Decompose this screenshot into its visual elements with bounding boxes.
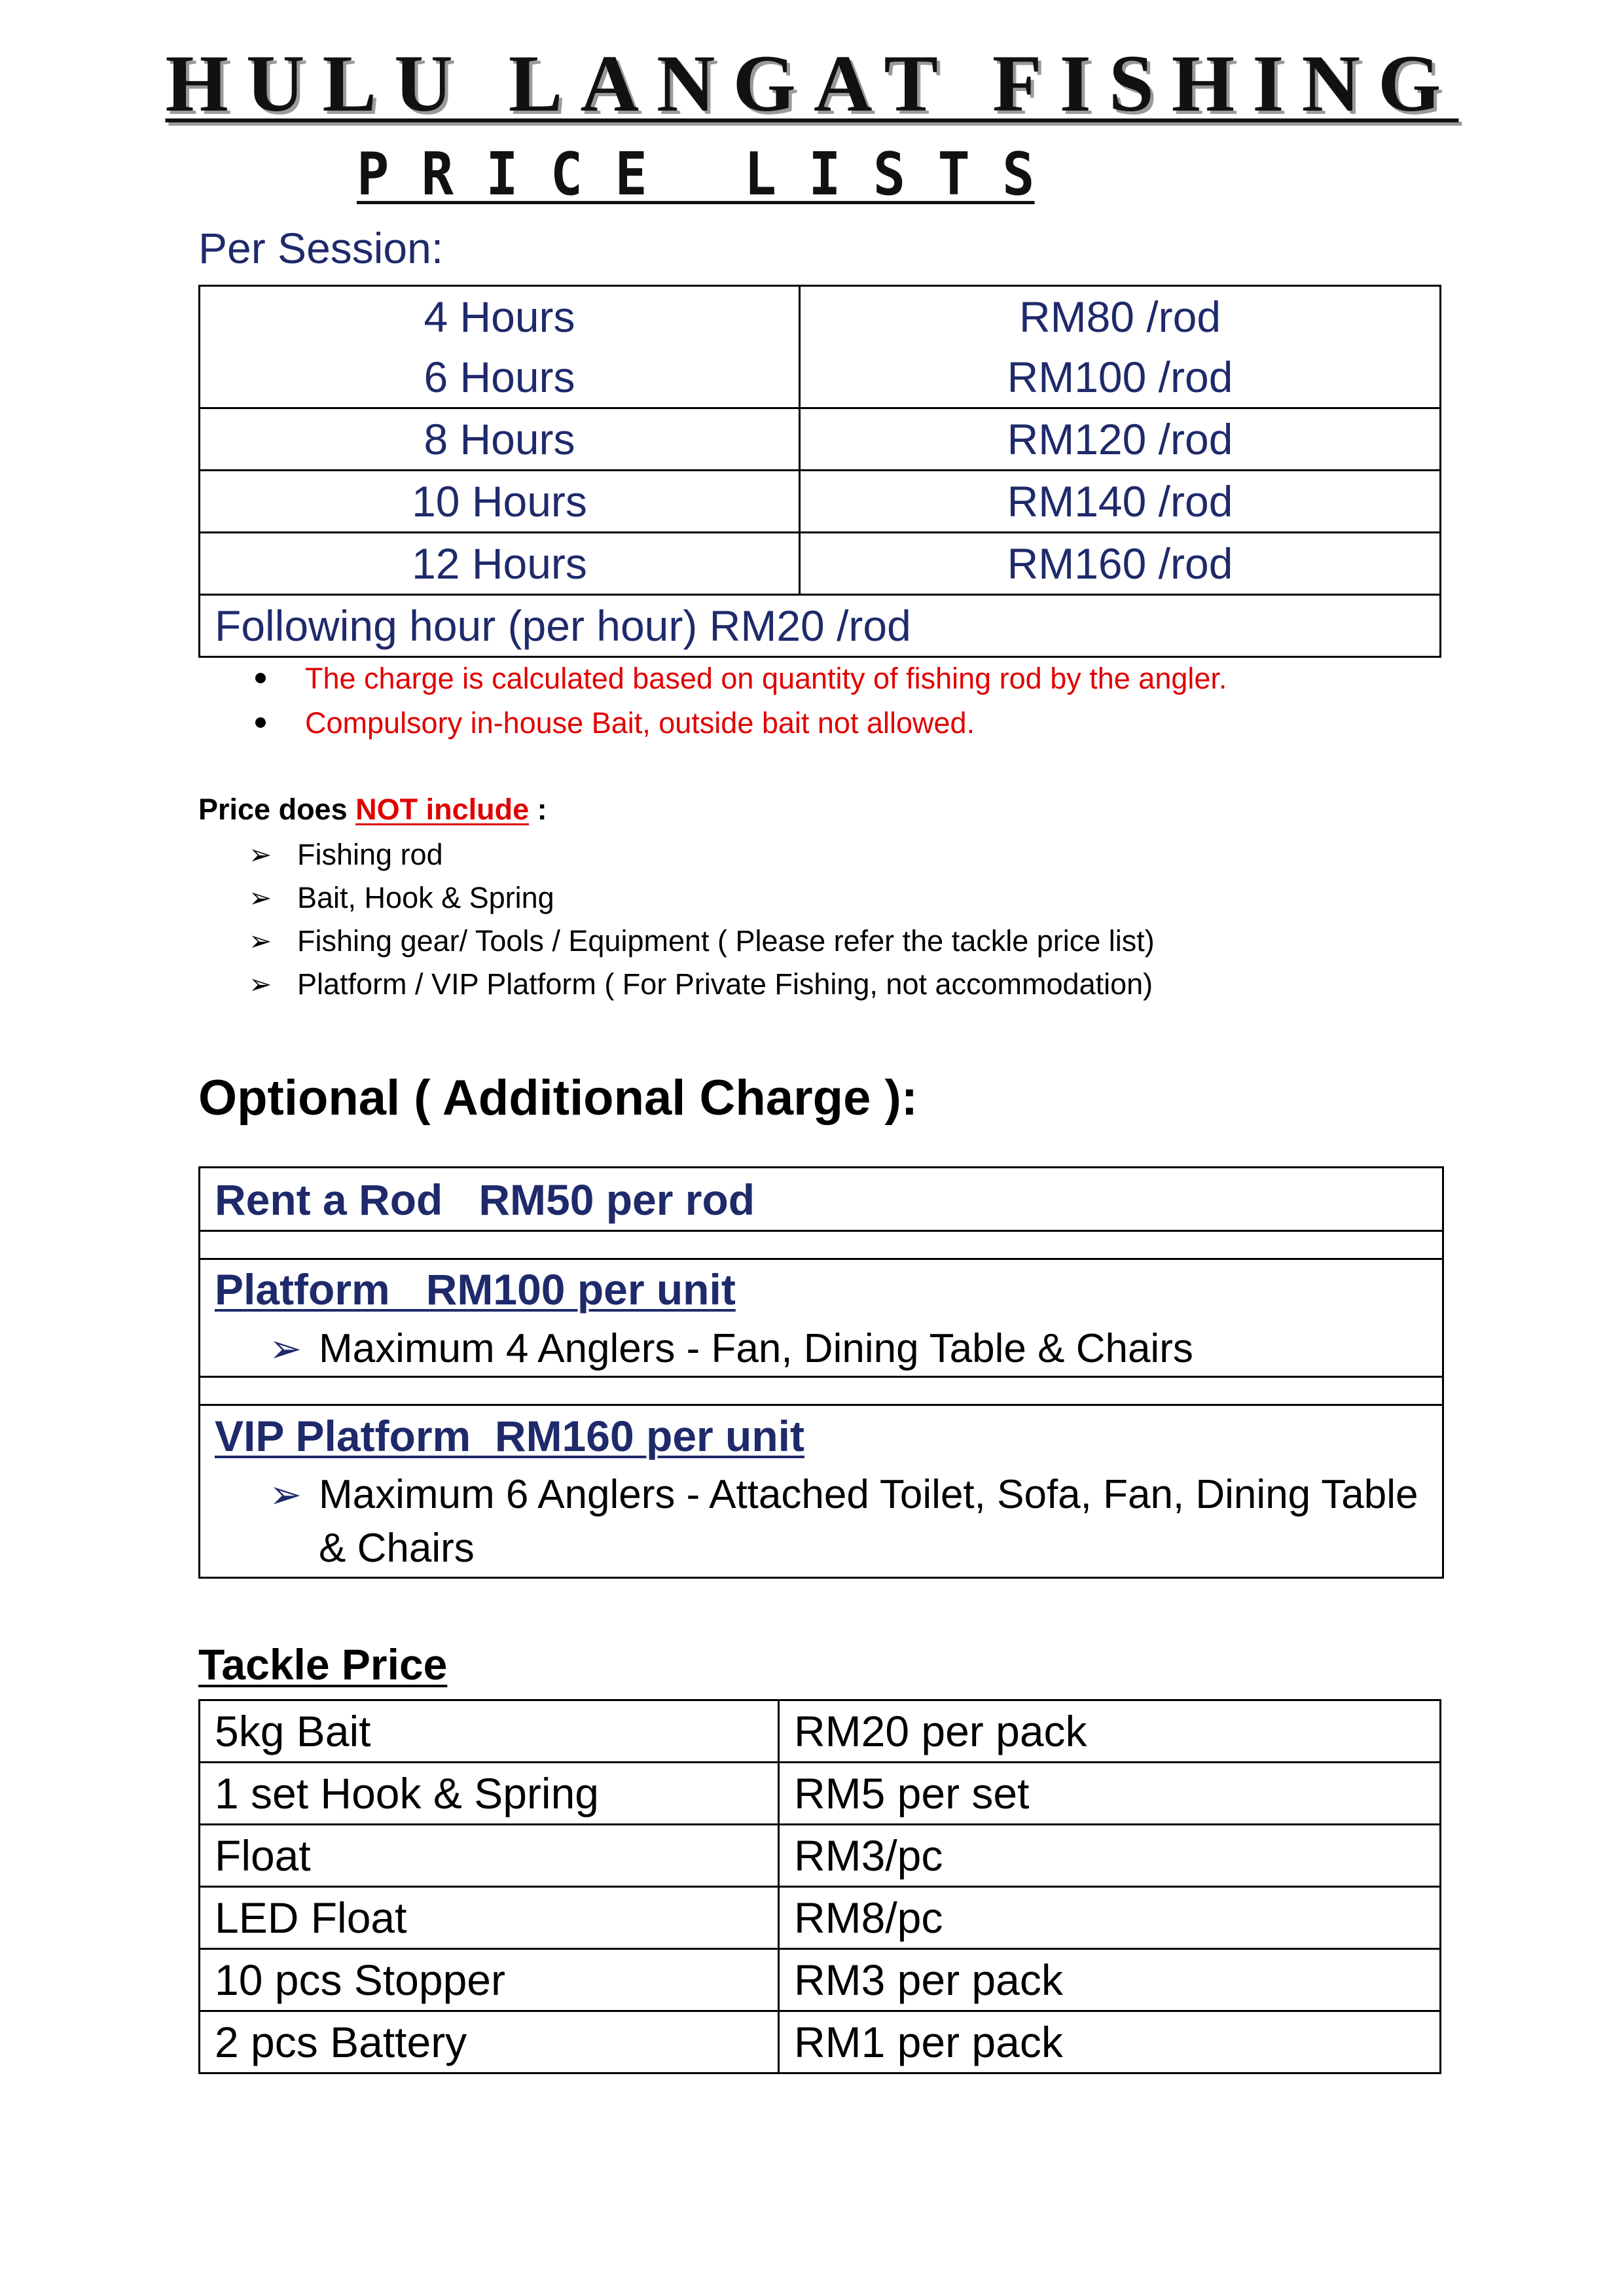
price-text: RM100 /rod [1007,353,1233,401]
platform-detail [269,1322,1432,1376]
price-cell: RM1 per pack [779,2011,1441,2073]
price-text: RM80 /rod [1019,293,1221,341]
price-cell: RM20 per pack [779,1700,1441,1763]
table-row [200,408,1441,471]
platform-detail-text: Maximum 4 Anglers - Fan, Dining Table & Chairs [319,1326,1193,1371]
platform-title: Platform RM100 per unit [215,1265,736,1314]
note-text: The charge is calculated based on quantity of fishing rod by the angler. [305,662,1227,695]
item-cell: 5kg Bait [200,1700,779,1763]
page-title: HULU LANGAT FISHING [165,39,1459,128]
exclusion-text: Fishing gear/ Tools / Equipment ( Please refer the tackle price list) [297,924,1155,958]
exclusions-highlight: NOT include [355,793,530,826]
arrow-bullet-icon: ➢ [249,882,272,913]
duration-text: 4 Hours [424,293,575,341]
table-row [200,2011,1441,2073]
tackle-price-table [198,1699,1441,2074]
exclusion-text: Fishing rod [297,838,443,871]
vip-platform-title: VIP Platform RM160 per unit [215,1412,804,1460]
price-cell: RM3/pc [779,1825,1441,1887]
item-cell: 1 set Hook & Spring [200,1763,779,1825]
list-item [255,701,1499,745]
list-item [249,963,1492,1006]
price-cell: RM5 per set [779,1763,1441,1825]
notes-list [255,656,1499,745]
table-row [200,533,1441,595]
divider [200,1404,1442,1406]
arrow-bullet-icon: ➢ [269,1327,302,1371]
table-row [200,595,1441,657]
exclusion-text: Bait, Hook & Spring [297,881,554,914]
item-cell: Float [200,1825,779,1887]
price-cell: RM3 per pack [779,1949,1441,2011]
exclusion-text: Platform / VIP Platform ( For Private Fishing, not accommodation) [297,967,1153,1001]
vip-platform-detail [269,1468,1432,1575]
price-cell: RM8/pc [779,1887,1441,1949]
following-hour-cell: Following hour (per hour) RM20 /rod [200,595,1441,657]
exclusions-heading [198,787,547,833]
duration-text: 6 Hours [424,353,575,401]
bullet-icon [255,673,266,683]
exclusions-suffix: : [529,793,547,826]
note-text: Compulsory in-house Bait, outside bait not allowed. [305,706,975,740]
price-cell: RM160 /rod [800,533,1441,595]
divider [200,1258,1442,1260]
duration-cell [200,286,800,408]
bullet-icon [255,717,266,728]
item-cell: 10 pcs Stopper [200,1949,779,2011]
page-subtitle: P R I C E L I S T S [357,140,1035,209]
list-item [249,833,1492,876]
item-cell: 2 pcs Battery [200,2011,779,2073]
divider [200,1230,1442,1232]
tackle-heading: Tackle Price [198,1640,448,1689]
table-row [200,471,1441,533]
rent-rod-title: Rent a Rod RM50 per rod [215,1175,755,1224]
duration-cell: 12 Hours [200,533,800,595]
arrow-bullet-icon: ➢ [249,969,272,999]
table-row [200,1700,1441,1763]
optional-charges-box [198,1166,1444,1579]
per-session-label: Per Session: [198,224,444,272]
price-cell: RM140 /rod [800,471,1441,533]
price-cell [800,286,1441,408]
list-item [249,876,1492,920]
item-cell: LED Float [200,1887,779,1949]
exclusions-list [249,833,1492,1006]
duration-cell: 10 Hours [200,471,800,533]
duration-cell: 8 Hours [200,408,800,471]
list-item [255,656,1499,701]
exclusions-prefix: Price does [198,793,356,826]
table-row [200,1887,1441,1949]
table-row [200,1949,1441,2011]
table-row [200,1763,1441,1825]
arrow-bullet-icon: ➢ [249,925,272,956]
vip-detail-text: Maximum 6 Anglers - Attached Toilet, Sofa, Fan, Dining Table & Chairs [319,1472,1418,1571]
table-row [200,286,1441,408]
arrow-bullet-icon: ➢ [269,1473,302,1516]
session-price-table [198,285,1441,658]
price-cell: RM120 /rod [800,408,1441,471]
divider [200,1376,1442,1378]
optional-heading: Optional ( Additional Charge ): [198,1070,918,1126]
list-item [249,920,1492,963]
table-row [200,1825,1441,1887]
arrow-bullet-icon: ➢ [249,839,272,870]
